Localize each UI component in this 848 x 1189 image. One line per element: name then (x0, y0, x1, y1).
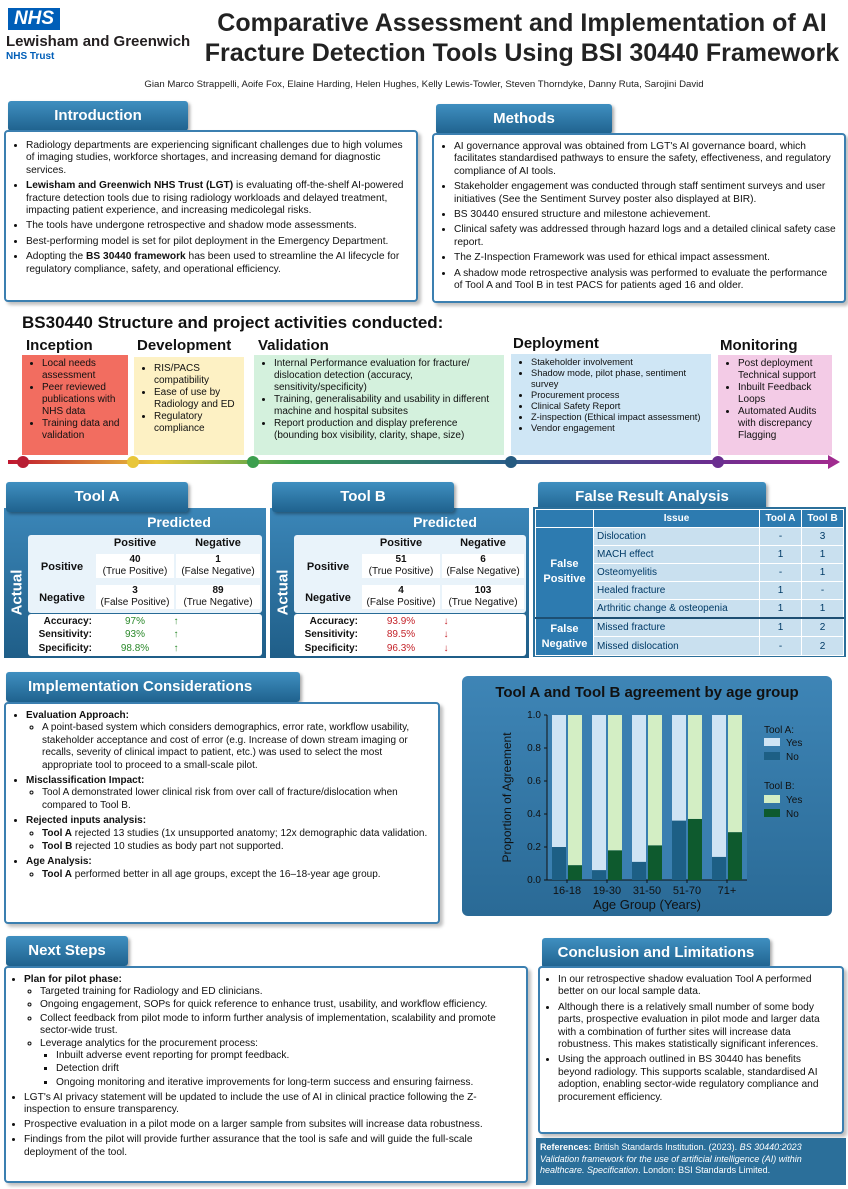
stage-title-development: Development (137, 337, 232, 354)
false-result-table: Issue Tool A Tool B False Positive Dislocation - 3 MACH effect 1 1 Osteomyelitis - 1 Healed fracture 1 - Arthritic change & osteopenia 1 1 False Negative Missed fracture 1 2 Missed dislocation - 2 (535, 509, 844, 656)
trust-name: NHS Trust (6, 51, 55, 62)
impl-rej: • Rejected inputs analysis: ◦ Tool A rejected 13 studies (1x unsupported anatomy; 12x demographic data validation. ◦ Tool B rejected 10 studies as body part not supported. (26, 815, 430, 853)
next-item: • Prospective evaluation in a pilot mode on a larger sample from subsites will increase data robustness. (24, 1119, 520, 1131)
next-item: • Findings from the pilot will provide further assurance that the tool is safe and will guide the full-scale deployment of the tool. (24, 1134, 520, 1158)
tool-a-spec-label: Specificity: (38, 643, 92, 654)
tool-a-acc-label: Accuracy: (43, 616, 92, 627)
intro-item: • Adopting the BS 30440 framework has been used to streamline the AI lifecycle for regulatory compliance, safety, and operational efficiency. (26, 251, 408, 276)
table-row: MACH effect (594, 546, 760, 564)
legend-label: No (786, 752, 799, 763)
table-row: Missed dislocation (594, 637, 760, 656)
tool-a-row-neg: Negative (39, 592, 85, 604)
tool-b-acc-down-icon: ↓ (443, 616, 449, 627)
methods-heading: Methods (436, 104, 612, 134)
impl-box (4, 702, 440, 924)
tool-b-fp: 4 (False Positive) (362, 585, 440, 609)
bar-tool-a-yes (712, 715, 726, 857)
table-row: Osteomyelitis (594, 564, 760, 582)
bar-tool-a-yes (592, 715, 606, 870)
next-plan: • Plan for pilot phase: ◦ Targeted training for Radiology and ED clinicians. ◦ Ongoing engagement, SOPs for quick reference to enhance trust, usability, and workflow efficiency. ◦ Collect feedback from pilot mode to inform further analysis of implementation, scalability and promote sector-wide trust. ◦ Leverage analytics for the procurement process: ▪ Inbuilt adverse event reporting for prompt feedback. ▪ Detection drift ▪ Ongoing monitoring and iterative improvements for long-term success and ensuring fairness. (24, 974, 520, 1089)
bar-tool-a-no (592, 870, 606, 880)
impl-age: • Age Analysis: ◦ Tool A performed better in all age groups, except the 16–18-year age group. (26, 856, 430, 881)
y-tick-label: 0.2 (527, 842, 541, 853)
bar-tool-b-no (688, 819, 702, 880)
methods-box (432, 133, 846, 303)
timeline-dot-validation (247, 456, 259, 468)
tool-b-spec-down-icon: ↓ (443, 643, 449, 654)
intro-item: • The tools have undergone retrospective and shadow mode assessments. (26, 220, 408, 232)
title-line-1: Comparative Assessment and Implementation of AI (217, 9, 827, 37)
stage-development: • RIS/PACS compatibility • Ease of use by Radiology and ED • Regulatory compliance (134, 357, 244, 455)
conclusion-box (538, 966, 844, 1134)
bs-heading: BS30440 Structure and project activities conducted: (22, 313, 444, 332)
y-tick-label: 0.8 (527, 743, 541, 754)
fr-h-issue: Issue (594, 510, 760, 528)
tool-b-col-neg: Negative (460, 537, 506, 549)
tool-b-predicted: Predicted (413, 514, 477, 530)
y-tick-label: 0.6 (527, 776, 541, 787)
bar-tool-a-no (712, 857, 726, 880)
legend-label: Yes (786, 738, 803, 749)
bar-tool-b-no (568, 865, 582, 880)
bar-tool-b-no (648, 845, 662, 880)
tool-a-actual: Actual (8, 569, 26, 616)
authors: Gian Marco Strappelli, Aoife Fox, Elaine Harding, Helen Hughes, Kelly Lewis-Towler, Steven Thorndyke, Danny Ruta, Sarojini David (144, 79, 704, 90)
impl-heading: Implementation Considerations (6, 672, 300, 702)
nhs-logo: NHS (8, 8, 60, 30)
intro-item: • Radiology departments are experiencing significant challenges due to high volumes of imaging studies, workforce shortages, and increasing demand for diagnostic services. (26, 140, 408, 177)
timeline-dot-deployment (505, 456, 517, 468)
table-row: Healed fracture (594, 582, 760, 600)
stage-inception: • Local needs assessment • Peer reviewed publications with NHS data • Training data and validation (22, 355, 128, 455)
stage-validation: • Internal Performance evaluation for fracture/ dislocation detection (accuracy, sensitivity/specificity) • Training, generalisability and usability in different machine and hospital subsites • Report production and display preference (bounding box visibility, clarity, shape, size) (254, 355, 504, 455)
intro-item: • Lewisham and Greenwich NHS Trust (LGT) is evaluating off-the-shelf AI-powered fracture detection tools due to rising radiology workloads and delayed treatment, impacting patient experience, and increasing medicolegal risks. (26, 180, 408, 217)
methods-item: • Stakeholder engagement was conducted through staff sentiment surveys and user initiatives (See the Sentiment Survey poster also displayed at BIR). (454, 181, 838, 206)
legend-swatch-a-yes (764, 738, 780, 746)
legend-label: No (786, 809, 799, 820)
stage-title-monitoring: Monitoring (720, 337, 798, 354)
title-line-2: Fracture Detection Tools Using BSI 30440 Framework (204, 39, 840, 67)
bar-tool-a-yes (672, 715, 686, 821)
next-item: • LGT's AI privacy statement will be updated to include the use of AI in clinical practice following the Z-inspection to ensure transparency. (24, 1092, 520, 1116)
conclusion-item: • In our retrospective shadow evaluation Tool A performed better on our local sample data. (558, 974, 836, 999)
tool-a-fp: 3 (False Positive) (96, 585, 174, 609)
x-tick-label: 16-18 (552, 885, 582, 897)
false-result-heading: False Result Analysis (538, 482, 766, 512)
conclusion-heading: Conclusion and Limitations (542, 938, 770, 968)
tool-b-tn: 103 (True Negative) (442, 585, 524, 609)
intro-heading: Introduction (8, 101, 188, 131)
bar-tool-b-yes (568, 715, 582, 865)
methods-item: • Clinical safety was addressed through hazard logs and a detailed clinical safety case report. (454, 224, 838, 249)
tool-a-acc: 97% (124, 616, 145, 627)
bar-tool-a-no (552, 847, 566, 880)
next-heading: Next Steps (6, 936, 128, 966)
tool-a-sens-up-icon: ↑ (173, 629, 179, 640)
fr-fp-label: False Positive (536, 528, 594, 618)
methods-item: • A shadow mode retrospective analysis was performed to evaluate the performance of Tool A and Tool B in test PACS for patients aged 16 and older. (454, 268, 838, 293)
tool-a-col-neg: Negative (195, 537, 241, 549)
tool-a-tp: 40 (True Positive) (96, 554, 174, 578)
y-tick-label: 1.0 (527, 710, 541, 721)
page-title (196, 8, 848, 68)
agreement-chart (462, 700, 832, 916)
tool-a-sens-label: Sensitivity: (38, 629, 92, 640)
tool-b-spec-label: Specificity: (304, 643, 358, 654)
fr-h-a: Tool A (760, 510, 802, 528)
bar-tool-b-no (728, 832, 742, 880)
y-tick-label: 0.0 (527, 875, 541, 886)
conclusion-item: • Using the approach outlined in BS 30440 has benefits beyond radiology. This supports scalable, standardised AI adoption, enabling sector-wide regulatory compliance and procurement efficiency. (558, 1054, 836, 1104)
tool-a-spec: 98.8% (120, 643, 150, 654)
x-tick-label: 51-70 (672, 885, 702, 897)
x-tick-label: 71+ (717, 885, 737, 897)
tool-b-col-pos: Positive (379, 537, 423, 549)
y-axis-label: Proportion of Agreement (500, 732, 514, 863)
timeline-dot-development (127, 456, 139, 468)
timeline-dot-inception (17, 456, 29, 468)
tool-b-heading: Tool B (272, 482, 454, 512)
stage-deployment: • Stakeholder involvement • Shadow mode, pilot phase, sentiment survey • Procurement process • Clinical Safety Report • Z-inspection (Ethical impact assessment) • Vendor engagement (511, 354, 711, 455)
timeline-arrow (0, 452, 848, 472)
tool-a-tn: 89 (True Negative) (176, 585, 260, 609)
tool-b-spec: 96.3% (386, 643, 416, 654)
table-row: Arthritic change & osteopenia (594, 600, 760, 618)
references: References: British Standards Institution. (2023). BS 30440:2023 Validation framework for the use of artificial intelligence (AI) within healthcare. Specification. London: BSI Standards Limited. (536, 1138, 846, 1185)
tool-a-col-pos: Positive (113, 537, 157, 549)
y-tick-label: 0.4 (527, 809, 541, 820)
impl-mis: • Misclassification Impact: ◦ Tool A demonstrated lower clinical risk from over call of fracture/dislocation when compared to Tool B. (26, 775, 430, 812)
impl-eval: • Evaluation Approach: ◦ A point-based system which considers demographics, error rate, workflow usability, stakeholder acceptance and cost of error (e.g. Increase of down stream imaging or recalls, severity of clinical impact to patient, etc.) was used to select the most appropriate tool to proceed to a small-scale pilot. (26, 710, 430, 772)
legend-tool-a: Tool A: (764, 725, 795, 736)
bar-tool-b-no (608, 850, 622, 880)
legend-tool-b: Tool B: (764, 781, 795, 792)
tool-b-sens-label: Sensitivity: (304, 629, 358, 640)
bar-tool-b-yes (688, 715, 702, 819)
tool-a-fn: 1 (False Negative) (176, 554, 260, 578)
x-tick-label: 31-50 (632, 885, 662, 897)
table-row: Dislocation (594, 528, 760, 546)
legend-swatch-b-yes (764, 795, 780, 803)
tool-b-acc: 93.9% (386, 616, 416, 627)
intro-item: • Best-performing model is set for pilot deployment in the Emergency Department. (26, 236, 408, 248)
bar-tool-a-yes (632, 715, 646, 862)
tool-b-actual: Actual (274, 569, 292, 616)
methods-item: • BS 30440 ensured structure and milestone achievement. (454, 209, 838, 221)
stage-title-inception: Inception (26, 337, 93, 354)
legend-swatch-b-no (764, 809, 780, 817)
bar-tool-a-yes (552, 715, 566, 847)
tool-b-fn: 6 (False Negative) (442, 554, 524, 578)
bar-tool-b-yes (728, 715, 742, 832)
tool-b-sens-down-icon: ↓ (443, 629, 449, 640)
tool-a-sens: 93% (124, 629, 145, 640)
methods-item: • AI governance approval was obtained from LGT's AI governance board, which facilitates standardised pathways to ensure the safety, effectiveness, and regulatory compliance of AI tools. (454, 141, 838, 178)
org-name: Lewisham and Greenwich (6, 33, 191, 50)
stage-monitoring: • Post deployment Technical support • Inbuilt Feedback Loops • Automated Audits with discrepancy Flagging (718, 355, 832, 455)
legend-label: Yes (786, 795, 803, 806)
tool-b-tp: 51 (True Positive) (362, 554, 440, 578)
tool-b-row-neg: Negative (305, 592, 351, 604)
x-tick-label: 19-30 (592, 885, 622, 897)
timeline-dot-monitoring (712, 456, 724, 468)
bar-tool-a-no (632, 862, 646, 880)
tool-a-acc-up-icon: ↑ (173, 616, 179, 627)
tool-b-acc-label: Accuracy: (309, 616, 358, 627)
fr-h-b: Tool B (802, 510, 844, 528)
fr-fn-label: False Negative (536, 618, 594, 656)
stage-title-deployment: Deployment (513, 335, 599, 352)
bar-tool-b-yes (648, 715, 662, 845)
legend-swatch-a-no (764, 752, 780, 760)
next-box (4, 966, 528, 1183)
x-axis-label: Age Group (Years) (593, 897, 701, 912)
methods-item: • The Z-Inspection Framework was used for ethical impact assessment. (454, 252, 838, 264)
table-row: Missed fracture (594, 618, 760, 637)
tool-a-row-pos: Positive (40, 561, 84, 573)
tool-a-predicted: Predicted (147, 514, 211, 530)
tool-b-sens: 89.5% (386, 629, 416, 640)
bar-tool-a-no (672, 821, 686, 880)
bar-tool-b-yes (608, 715, 622, 850)
tool-a-spec-up-icon: ↑ (173, 643, 179, 654)
tool-b-row-pos: Positive (306, 561, 350, 573)
intro-box (4, 130, 418, 302)
conclusion-item: • Although there is a relatively small number of some body parts, prospective evaluation in pilot mode and larger data with a combination of further sites will increase data robustness. This makes statistically significant inferences. (558, 1002, 836, 1052)
tool-a-heading: Tool A (6, 482, 188, 512)
stage-title-validation: Validation (258, 337, 329, 354)
chart-title: Tool A and Tool B agreement by age group (495, 684, 799, 701)
